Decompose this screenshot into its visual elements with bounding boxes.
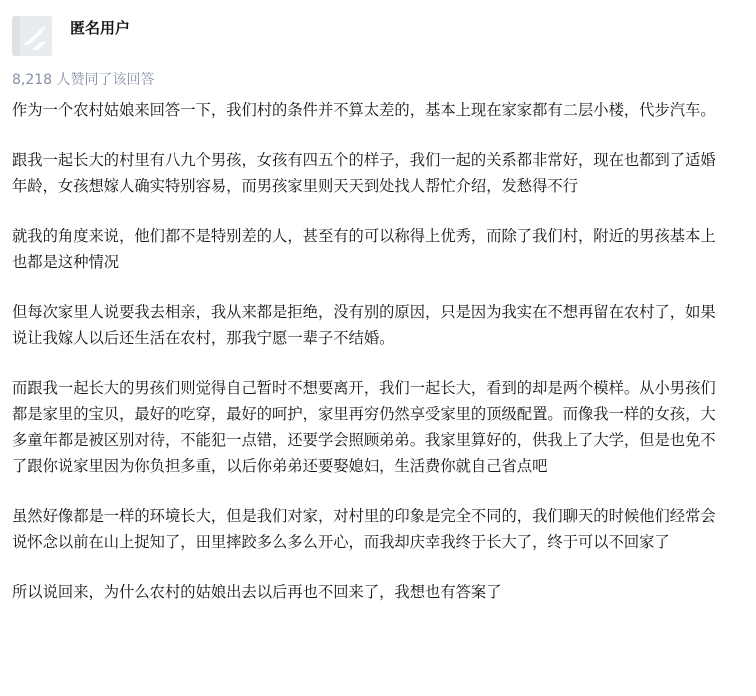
answer-paragraph-6: 虽然好像都是一样的环境长大，但是我们对家，对村里的印象是完全不同的，我们聊天的时候他们经常会说怀念以前在山上捉知了，田里摔跤多么多么开心，而我却庆幸我终于长大了，终于可以不回家了 — [12, 507, 716, 551]
answer-paragraph-7: 所以说回来，为什么农村的姑娘出去以后再也不回来了，我想也有答案了 — [12, 583, 502, 601]
answer-paragraph-1: 作为一个农村姑娘来回答一下，我们村的条件并不算太差的，基本上现在家家都有二层小楼，代步汽车。 — [12, 101, 716, 119]
answer-paragraph-5: 而跟我一起长大的男孩们则觉得自己暂时不想要离开，我们一起长大，看到的却是两个模样。从小男孩们都是家里的宝贝，最好的吃穿，最好的呵护，家里再穷仍然享受家里的顶级配置。而像我一样的女孩，大多童年都是被区别对待，不能犯一点错，还要学会照顾弟弟。我家里算好的，供我上了大学，但是也免不了跟你说家里因为你负担多重，以后你弟弟还要娶媳妇，生活费你就自己省点吧 — [12, 379, 716, 475]
vote-count: 8,218 人赞同了该回答 — [12, 72, 155, 88]
answer-content — [12, 97, 730, 629]
author-name[interactable]: 匿名用户 — [70, 18, 131, 37]
answer-paragraph-4: 但每次家里人说要我去相亲，我从来都是拒绝，没有别的原因，只是因为我实在不想再留在农村了，如果说让我嫁人以后还生活在农村，那我宁愿一辈子不结婚。 — [12, 303, 716, 347]
author-info — [12, 14, 130, 58]
answer-paragraph-2: 跟我一起长大的村里有八九个男孩，女孩有四五个的样子，我们一起的关系都非常好，现在也都到了适婚年龄，女孩想嫁人确实特别容易，而男孩家里则天天到处找人帮忙介绍，发愁得不行 — [12, 151, 716, 195]
answer-paragraph-3: 就我的角度来说，他们都不是特别差的人，甚至有的可以称得上优秀，而除了我们村，附近的男孩基本上也都是这种情况 — [12, 227, 716, 271]
anonymous-avatar-icon[interactable] — [12, 16, 52, 56]
